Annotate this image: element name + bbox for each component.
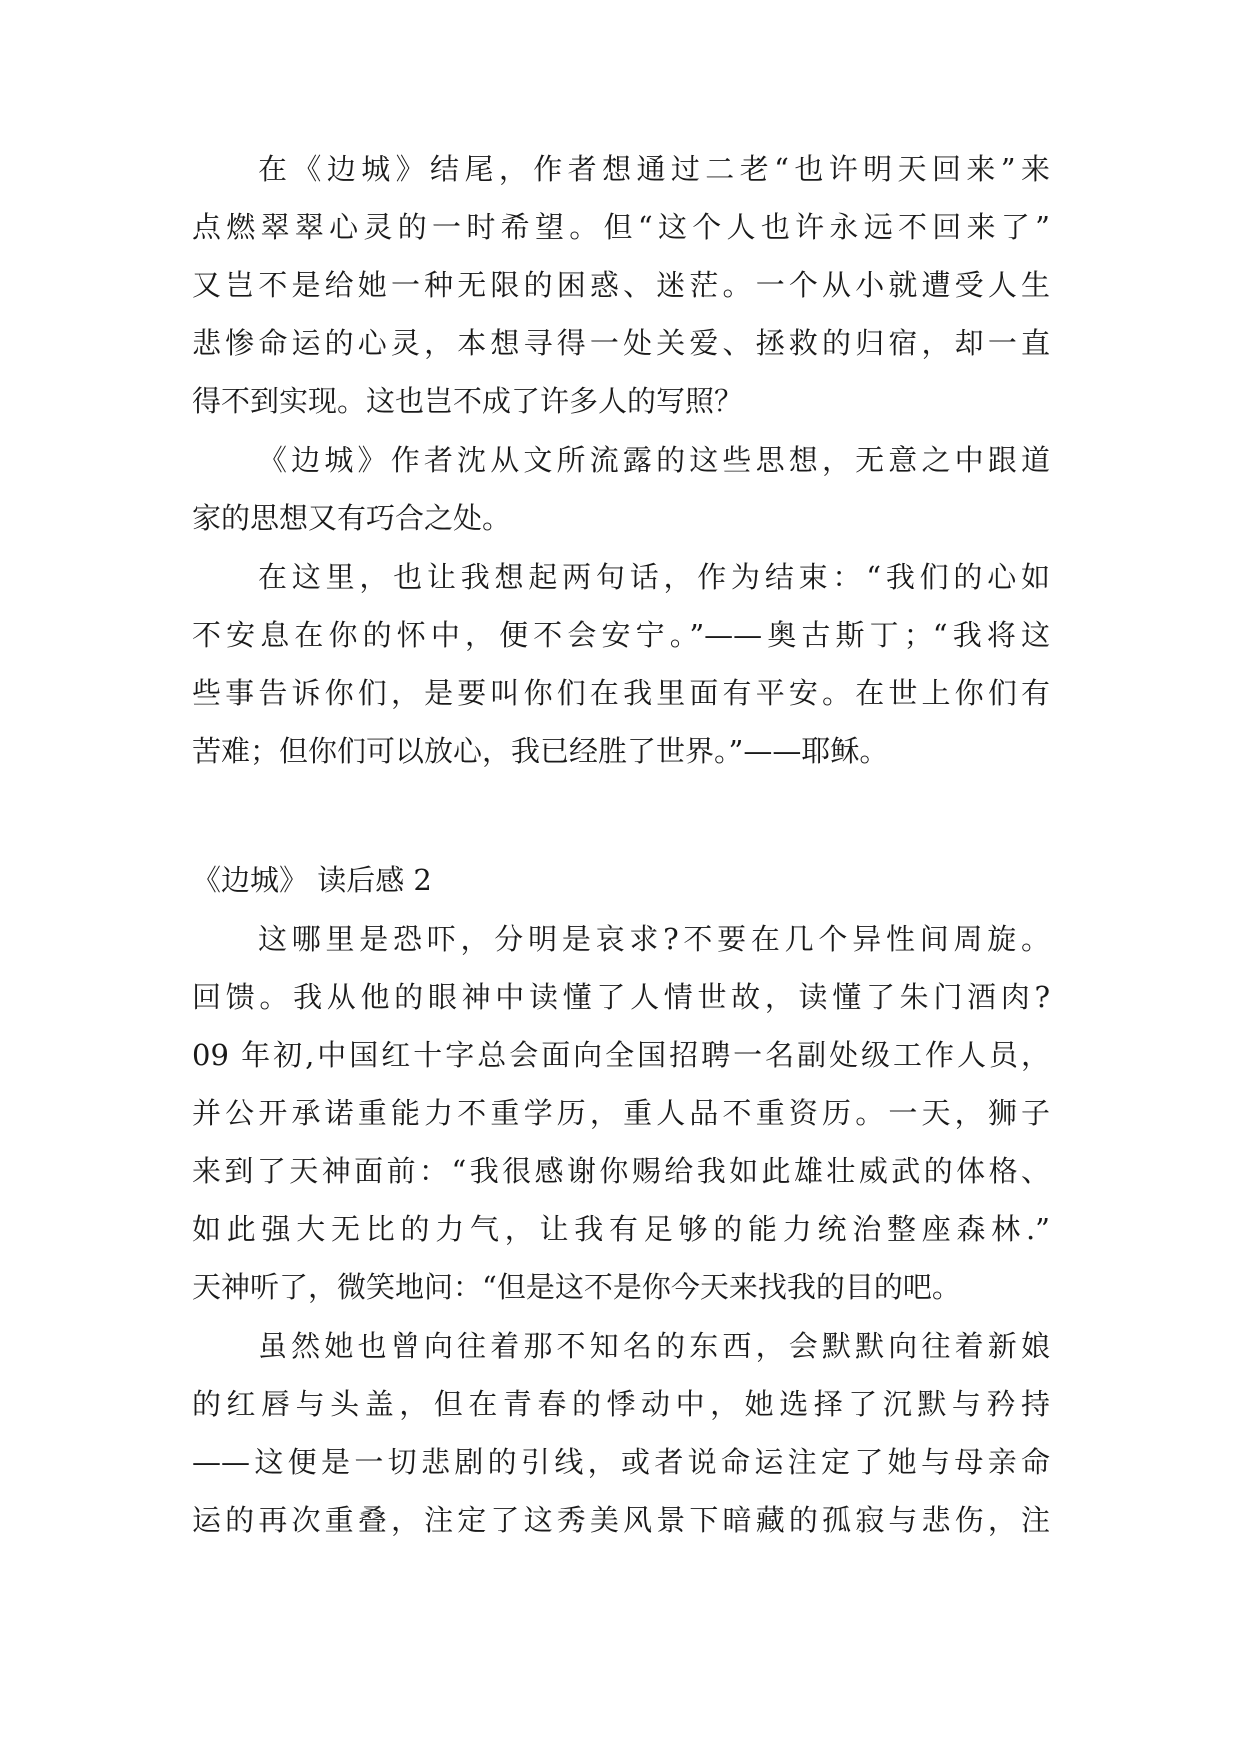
paragraph-4-line-2: 回馈。我从他的眼神中读懂了人情世故，读懂了朱门酒肉? (192, 980, 1050, 1014)
paragraph-1-line-5: 得不到实现。这也岂不成了许多人的写照？ (192, 384, 744, 418)
paragraph-1-line-4: 悲惨命运的心灵，本想寻得一处关爱、拯救的归宿，却一直 (192, 326, 1050, 360)
paragraph-3-line-2: 不安息在你的怀中，便不会安宁。”——奥古斯丁；“我将这 (192, 618, 1050, 652)
paragraph-4-line-5: 来到了天神面前：“我很感谢你赐给我如此雄壮威武的体格、 (192, 1154, 1050, 1188)
paragraph-5-line-3: ——这便是一切悲剧的引线，或者说命运注定了她与母亲命 (192, 1445, 1050, 1479)
paragraph-3-line-1: 在这里，也让我想起两句话，作为结束：“我们的心如 (258, 560, 1050, 594)
paragraph-5-line-2: 的红唇与头盖，但在青春的悸动中，她选择了沉默与矜持 (192, 1387, 1050, 1421)
paragraph-3-line-4: 苦难；但你们可以放心，我已经胜了世界。”——耶稣。 (192, 734, 889, 768)
paragraph-4-line-1: 这哪里是恐吓，分明是哀求?不要在几个异性间周旋。 (258, 922, 1050, 956)
paragraph-4-line-7: 天神听了，微笑地问：“但是这不是你今天来找我的目的吧。 (192, 1270, 961, 1304)
paragraph-5-line-4: 运的再次重叠，注定了这秀美风景下暗藏的孤寂与悲伤，注 (192, 1503, 1050, 1537)
paragraph-2-line-2: 家的思想又有巧合之处。 (192, 501, 512, 535)
paragraph-3-line-3: 些事告诉你们，是要叫你们在我里面有平安。在世上你们有 (192, 676, 1050, 710)
paragraph-4-line-6: 如此强大无比的力气，让我有足够的能力统治整座森林.” (192, 1212, 1050, 1246)
paragraph-1-line-3: 又岂不是给她一种无限的困惑、迷茫。一个从小就遭受人生 (192, 268, 1050, 302)
paragraph-4-line-3: 09 年初,中国红十字总会面向全国招聘一名副处级工作人员， (192, 1038, 1050, 1072)
paragraph-1-line-1: 在《边城》结尾，作者想通过二老“也许明天回来”来 (258, 152, 1050, 186)
paragraph-5-line-1: 虽然她也曾向往着那不知名的东西，会默默向往着新娘 (258, 1329, 1050, 1363)
paragraph-2-line-1: 《边城》作者沈从文所流露的这些思想，无意之中跟道 (258, 443, 1050, 477)
paragraph-4-line-4: 并公开承诺重能力不重学历，重人品不重资历。一天，狮子 (192, 1096, 1050, 1130)
paragraph-1-line-2: 点燃翠翠心灵的一时希望。但“这个人也许永远不回来了” (192, 210, 1050, 244)
section-heading: 《边城》 读后感 2 (192, 863, 432, 897)
